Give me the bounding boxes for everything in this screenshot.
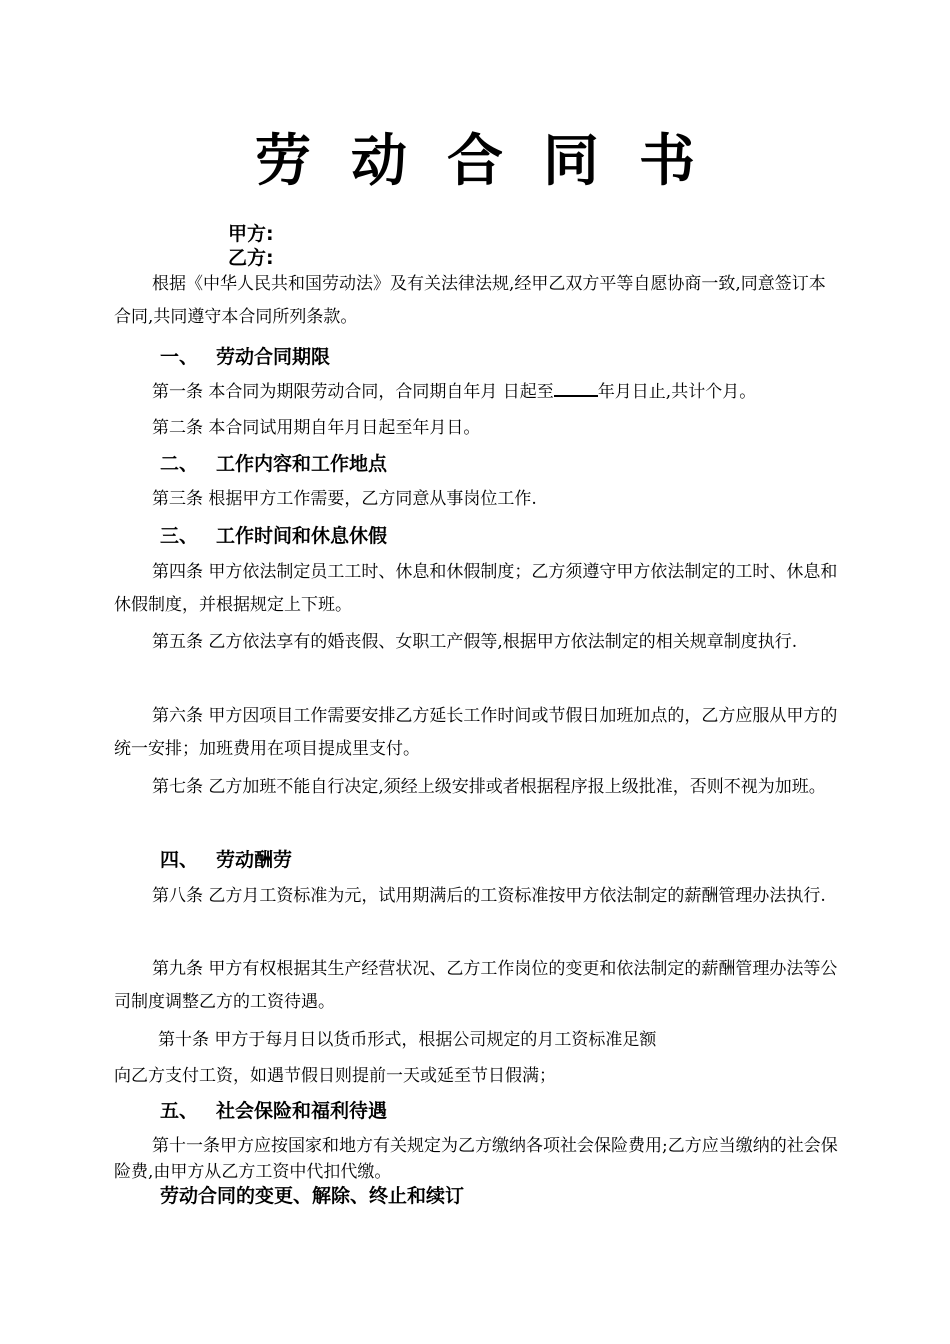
section-title: 社会保险和福利待遇 [216, 1100, 388, 1122]
section-heading-5 [160, 1096, 387, 1126]
title-char: 动 [351, 129, 407, 194]
party-a-label: 甲方: [228, 223, 274, 245]
section-title: 工作时间和休息休假 [216, 525, 388, 547]
article-10-line-2: 向乙方支付工资，如遇节假日则提前一天或延至节日假满； [114, 1066, 556, 1086]
section-heading-1 [160, 342, 330, 372]
title-char: 书 [639, 129, 695, 194]
title-char: 同 [543, 129, 599, 194]
article-3: 第三条 根据甲方工作需要，乙方同意从事岗位工作. [152, 489, 537, 509]
section-heading-2 [160, 449, 387, 479]
article-7: 第七条 乙方加班不能自行决定,须经上级安排或者根据程序报上级批准，否则不视为加班。 [152, 777, 826, 797]
section-title: 劳动酬劳 [216, 849, 293, 871]
article-9: 第九条 甲方有权根据其生产经营状况、乙方工作岗位的变更和依法制定的薪酬管理办法等公司制度调整乙方的工资待遇。 [114, 959, 838, 1012]
article-1 [114, 376, 840, 409]
document-title [0, 122, 950, 202]
article-6: 第六条 甲方因项目工作需要安排乙方延长工作时间或节假日加班加点的，乙方应服从甲方的统一安排；加班费用在项目提成里支付。 [114, 706, 838, 759]
party-b-label: 乙方: [228, 247, 274, 269]
article-11: 第十一条甲方应按国家和地方有关规定为乙方缴纳各项社会保险费用;乙方应当缴纳的社会保险费,由甲方从乙方工资中代扣代缴。 [114, 1136, 838, 1182]
title-char: 劳 [255, 129, 311, 194]
section-heading-3 [160, 521, 387, 551]
section-heading-4 [160, 845, 292, 875]
article-10-line-1: 第十条 甲方于每月日以货币形式，根据公司规定的月工资标准足额 [158, 1030, 657, 1050]
section-number: 一、 [160, 346, 199, 368]
section-number: 三、 [160, 525, 199, 547]
section-number: 四、 [160, 849, 199, 871]
article-1-part-2: 年月日止,共计个月。 [597, 382, 757, 402]
section-title: 劳动合同期限 [216, 346, 331, 368]
section-heading-6: 劳动合同的变更、解除、终止和续订 [160, 1185, 465, 1207]
title-char: 合 [447, 129, 503, 194]
article-4: 第四条 甲方依法制定员工工时、休息和休假制度；乙方须遵守甲方依法制定的工时、休息和休假制度，并根据规定上下班。 [114, 562, 838, 615]
section-number: 二、 [160, 453, 199, 475]
section-title: 工作内容和工作地点 [216, 453, 388, 475]
article-2: 第二条 本合同试用期自年月日起至年月日。 [152, 418, 481, 438]
section-number: 五、 [160, 1100, 199, 1122]
article-1-part-1: 第一条 本合同为期限劳动合同，合同期自年月 日起至 [152, 382, 554, 402]
intro-paragraph: 根据《中华人民共和国劳动法》及有关法律法规,经甲乙双方平等自愿协商一致,同意签订本合同,共同遵守本合同所列条款。 [114, 274, 826, 327]
blank-underline [554, 381, 598, 397]
article-5: 第五条 乙方依法享有的婚丧假、女职工产假等,根据甲方依法制定的相关规章制度执行. [152, 632, 798, 652]
article-8: 第八条 乙方月工资标准为元，试用期满后的工资标准按甲方依法制定的薪酬管理办法执行. [152, 886, 826, 906]
